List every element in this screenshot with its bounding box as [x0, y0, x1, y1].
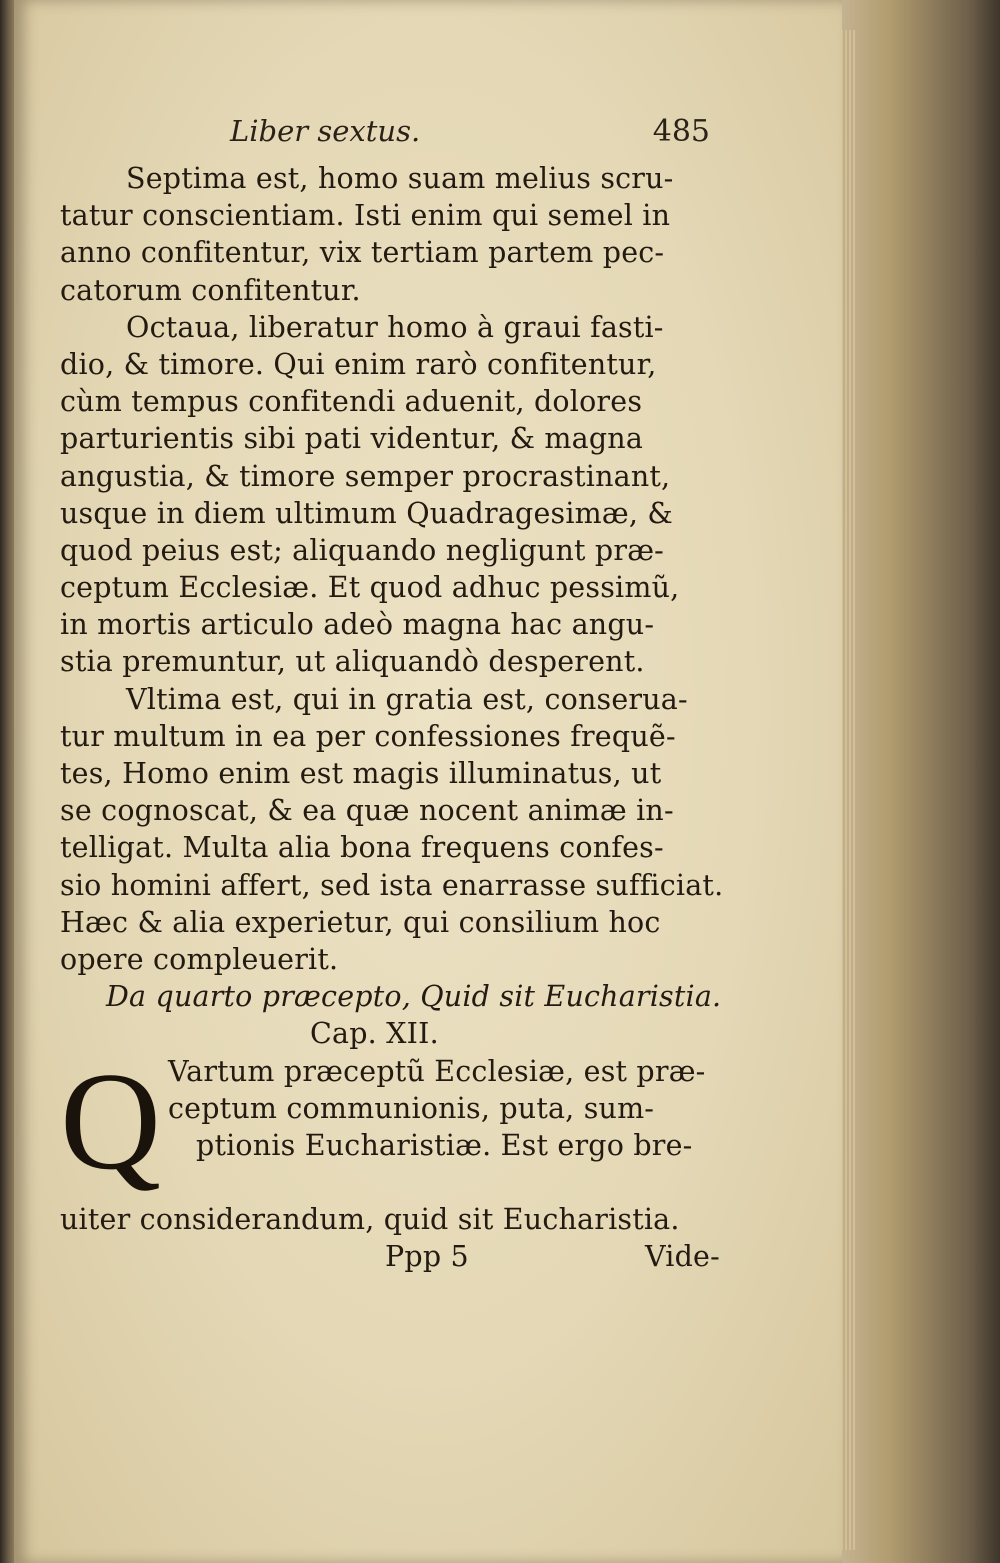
text-line: ceptum Ecclesiæ. Et quod adhuc pessimũ, — [60, 571, 680, 605]
body-text — [60, 160, 760, 1276]
text-line: Vltima est, qui in gratia est, conserua- — [126, 682, 688, 716]
text-line: se cognoscat, & ea quæ nocent animæ in- — [60, 794, 674, 828]
text-line: ceptum communionis, puta, sum- — [168, 1091, 655, 1125]
signature-mark: Ppp 5 — [385, 1240, 469, 1274]
paragraph-octaua — [60, 309, 760, 681]
text-line: catorum confitentur. — [60, 273, 361, 307]
text-line: opere compleuerit. — [60, 942, 339, 976]
text-line: dio, & timore. Qui enim rarò confitentur, — [60, 347, 657, 381]
text-line: in mortis articulo adeò magna hac angu- — [60, 608, 655, 642]
text-line: tur multum in ea per confessiones frequẽ- — [60, 719, 676, 753]
text-line: ptionis Eucharistiæ. Est ergo bre- — [196, 1128, 693, 1162]
text-line: anno confitentur, vix tertiam partem pec- — [60, 236, 665, 270]
text-line: Octaua, liberatur homo à graui fasti- — [126, 310, 664, 344]
chapter-number: Cap. XII. — [310, 1017, 439, 1051]
drop-cap-letter: Q — [60, 1043, 162, 1199]
drop-cap-paragraph — [60, 1043, 760, 1202]
page-number: 485 — [652, 114, 710, 149]
running-head: Liber sextus. — [230, 114, 421, 148]
text-line: Septima est, homo suam melius scru- — [126, 162, 674, 195]
text-line: parturientis sibi pati videntur, & magna — [60, 422, 644, 456]
text-line: tatur conscientiam. Isti enim qui semel in — [60, 199, 671, 233]
book-page-edges — [842, 0, 1000, 1563]
text-line: Hæc & alia experietur, qui consilium hoc — [60, 905, 661, 939]
drop-cap-lines — [168, 1053, 706, 1165]
text-line: telligat. Multa alia bona frequens confes- — [60, 831, 664, 865]
text-line: usque in diem ultimum Quadragesimæ, & — [60, 496, 673, 530]
catchword: Vide- — [645, 1240, 720, 1274]
text-line: sio homini affert, sed ista enarrasse sufficiat. — [60, 868, 724, 902]
text-line: quod peius est; aliquando negligunt præ- — [60, 533, 665, 567]
page-footer — [60, 1238, 760, 1275]
text-line: angustia, & timore semper procrastinant, — [60, 459, 671, 493]
book-page — [14, 0, 842, 1563]
text-line: tes, Homo enim est magis illuminatus, ut — [60, 757, 662, 790]
paragraph-vltima — [60, 681, 760, 979]
text-line: stia premuntur, ut aliquandò desperent. — [60, 645, 645, 679]
chapter-heading: Da quarto præcepto, Quid sit Eucharistia. — [106, 980, 722, 1014]
text-line: uiter considerandum, quid sit Eucharistia. — [60, 1203, 680, 1237]
text-line: Vartum præceptũ Ecclesiæ, est præ- — [168, 1054, 706, 1088]
paragraph-septima — [60, 160, 760, 309]
text-line: cùm tempus confitendi aduenit, dolores — [60, 385, 643, 419]
page-header — [230, 114, 710, 158]
book-binding-edge — [0, 0, 14, 1563]
